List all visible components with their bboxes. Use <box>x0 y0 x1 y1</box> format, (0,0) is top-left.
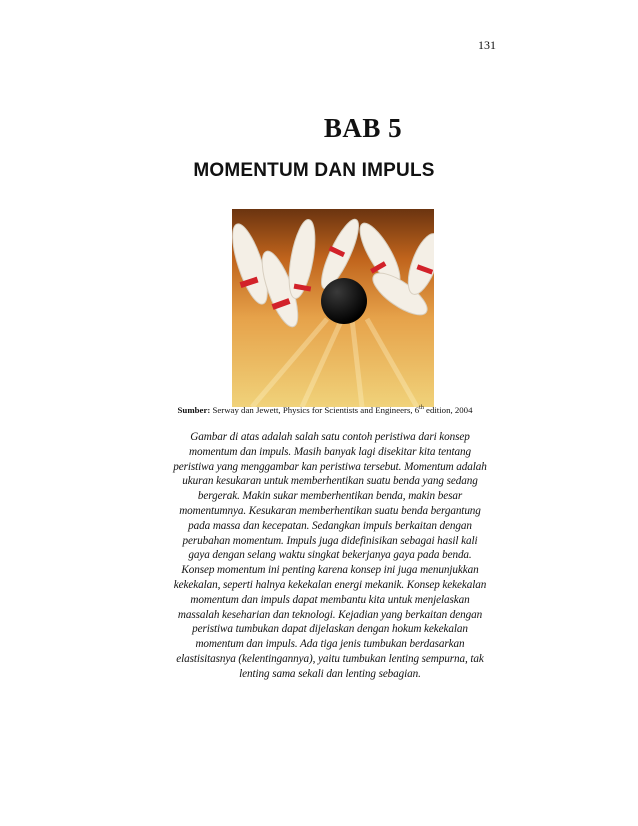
chapter-heading <box>0 113 638 182</box>
paragraph-line: pada massa dan kecepatan. Sedangkan impuls berkaitan dengan <box>188 519 472 532</box>
paragraph-line: kekekalan, seperti halnya kekekalan energi mekanik. Konsep kekekalan <box>173 578 487 591</box>
paragraph-line: bergerak. Makin sukar memberhentikan benda, makin besar <box>197 490 463 503</box>
intro-paragraph <box>160 430 500 682</box>
bowling-photo <box>232 209 434 407</box>
source-text-end: edition, 2004 <box>423 405 473 415</box>
paragraph-line: peristiwa tumbukan dapat dijelaskan dengan hokum kekekalan <box>192 623 468 636</box>
figure-source-caption <box>6 405 638 415</box>
paragraph-line: perubahan momentum. Impuls juga didefinisikan sebagai hasil kali <box>182 534 478 547</box>
source-text: Serway dan Jewett, Physics for Scientists and Engineers, 6 <box>210 405 420 415</box>
paragraph-line: gaya dengan selang waktu singkat bekerjanya gaya pada benda. <box>188 549 472 562</box>
paragraph-line: momentum dan impuls. Ada tiga jenis tumbukan berdasarkan <box>195 638 465 651</box>
paragraph-line: ukuran kesukaran untuk memberhentikan suatu benda yang sedang <box>182 475 478 488</box>
paragraph-line: massalah keseharian dan teknologi. Kejadian yang berkaitan dengan <box>177 608 483 621</box>
paragraph-line: momentum dan impuls dapat membantu kita untuk menjelaskan <box>190 593 470 606</box>
paragraph-line: momentum dan impuls. Masih banyak lagi disekitar kita tentang <box>189 445 471 458</box>
paragraph-line: Konsep momentum ini penting karena konsep ini juga menunjukkan <box>181 564 479 577</box>
source-sup: th <box>419 405 424 412</box>
paragraph-line: peristiwa yang menggambar kan peristiwa tersebut. Momentum adalah <box>173 460 487 473</box>
page-number: 131 <box>478 38 496 52</box>
paragraph-line: lenting sama sekali dan lenting sebagian. <box>239 667 421 680</box>
chapter-number: BAB 5 <box>323 113 403 143</box>
paragraph-line: elastisitasnya (kelentingannya), yaitu tumbukan lenting sempurna, tak <box>176 652 484 665</box>
source-label: Sumber: <box>177 405 211 415</box>
paragraph-line: Gambar di atas adalah salah satu contoh peristiwa dari konsep <box>190 431 470 443</box>
paragraph-line: momentumnya. Kesukaran memberhentikan suatu benda bergantung <box>179 504 481 517</box>
chapter-title: MOMENTUM DAN IMPULS <box>193 160 435 181</box>
